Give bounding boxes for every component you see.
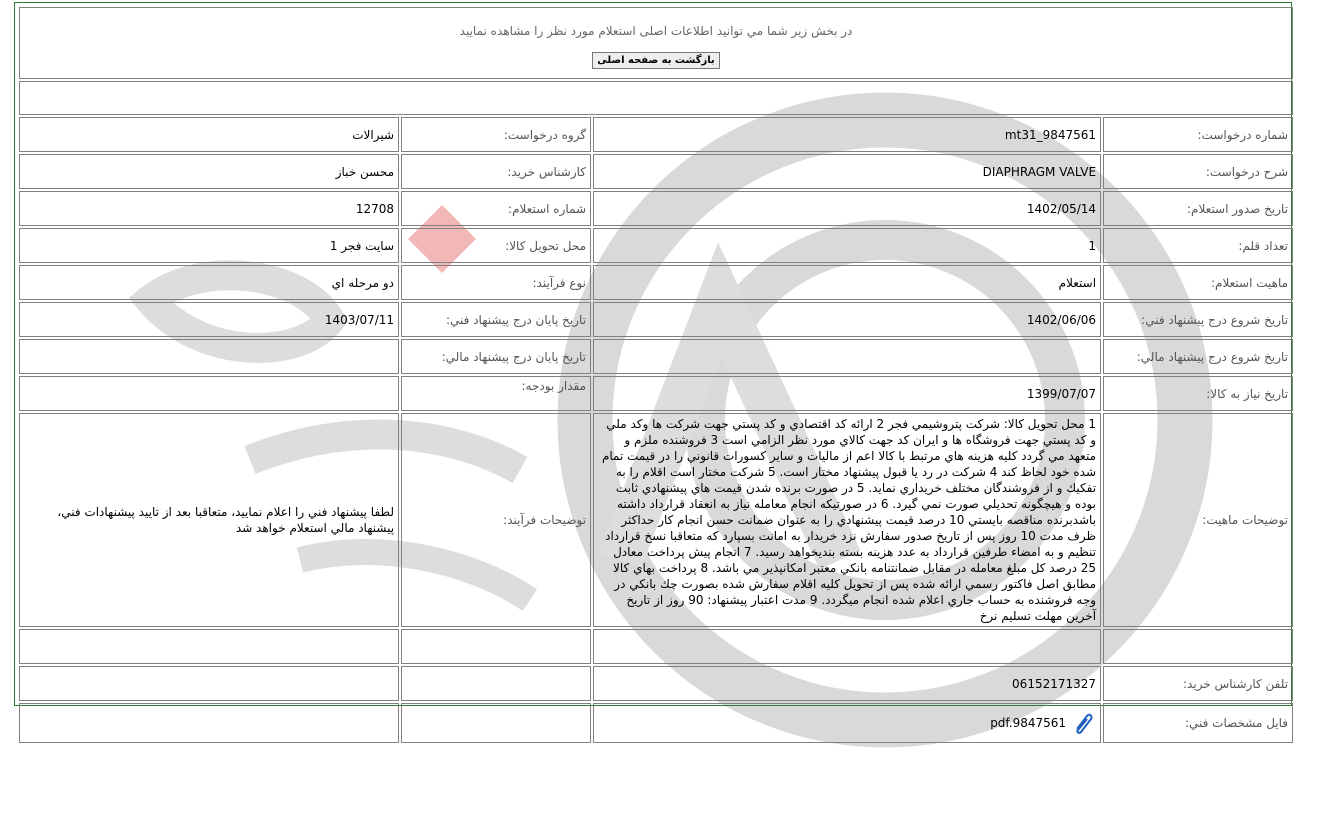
nature-desc-label: توضيحات ماهيت:	[1103, 413, 1293, 627]
inquiry-type-value: استعلام	[593, 265, 1101, 300]
inquiry-number-label: شماره استعلام:	[401, 191, 591, 226]
request-desc-label: شرح درخواست:	[1103, 154, 1293, 189]
paperclip-icon[interactable]	[1070, 710, 1096, 736]
tech-end-value: 1403/07/11	[19, 302, 399, 337]
inquiry-number-value: 12708	[19, 191, 399, 226]
info-text: در بخش زير شما مي توانيد اطلاعات اصلی استعلام مورد نظر را مشاهده نماييد	[459, 24, 853, 38]
process-type-value: دو مرحله اي	[19, 265, 399, 300]
inquiry-type-label: ماهيت استعلام:	[1103, 265, 1293, 300]
request-group-value: شيرالات	[19, 117, 399, 152]
tech-file-label: فايل مشخصات فني:	[1103, 703, 1293, 743]
need-date-label: تاريخ نياز به كالا:	[1103, 376, 1293, 411]
phone-label: تلفن كارشناس خريد:	[1103, 666, 1293, 701]
delivery-place-label: محل تحويل كالا:	[401, 228, 591, 263]
empty-cell	[401, 703, 591, 743]
item-count-label: تعداد قلم:	[1103, 228, 1293, 263]
budget-value	[19, 376, 399, 411]
inquiry-frame	[14, 2, 1292, 730]
issue-date-value: 1402/05/14	[593, 191, 1101, 226]
empty-cell	[1103, 629, 1293, 664]
item-count-value: 1	[593, 228, 1101, 263]
fin-end-label: تاريخ پايان درج پيشنهاد مالي:	[401, 339, 591, 374]
empty-cell	[593, 629, 1101, 664]
tech-end-label: تاريخ پايان درج پيشنهاد فني:	[401, 302, 591, 337]
empty-cell	[401, 629, 591, 664]
nature-desc-value: 1 محل تحويل كالا: شركت پتروشيمي فجر 2 ارائه كد اقتصادي و كد پستي جهت شركت ها وكد ملي و كد پستي جهت فروشگاه ها و ايران كد جهت كالاي مورد نظر الزامي است 3 فروشنده ملزم و متعهد مي گردد كليه هزينه هاي مرتبط با كالا اعم از ماليات و ساير كسورات قانوني را در قيمت تمام شده خود لحاظ كند 4 شركت در رد يا قبول پيشنهاد مختار است. 5 شركت مختار است اقلام را به تفكيك و از فروشندگان مختلف خريداري نمايد. 5 در صورت برنده شدن قيمت هاي پيشنهادي ثابت بوده و هيچگونه تحديلي صورت نمي گيرد. 6 در صورتيكه انجام معامله نياز به انعقاد قرارداد داشته باشدبرنده مناقصه بايستي 10 درصد قيمت پيشنهادي را به عنوان ضمانت حسن انجام كار حداكثر ظرف مدت 10 روز پس از تاريخ صدور سفارش نزد خريدار به امانت بسپارد كه متعاقبا نسخ قرارداد تنظيم و به امضاء طرفين قرارداد به عدد هزينه بسته بنديخواهد رسيد. 7 انجام پيش پرداخت معادل 25 درصد كل مبلغ معامله در مقابل ضمانتنامه بانكي معتبر امكانپذير مي باشد. 8 پرداخت بهاي كالا مطابق اصل فاكتور رسمي ارائه شده پس از تحويل كليه اقلام سفارش شده بصورت چك بانكي در وجه فروشنده به حساب جاري اعلام شده انجام ميگردد. 9 مدت اعتبار پيشنهاد: 90 روز از تاريخ آخرين مهلت تسليم نرخ	[593, 413, 1101, 627]
empty-cell	[19, 703, 399, 743]
buyer-expert-value: محسن خباز	[19, 154, 399, 189]
process-desc-value: لطفا پيشنهاد فني را اعلام نماييد، متعاقبا بعد از تاييد پيشنهادات فني، پيشنهاد مالي استعلام خواهد شد	[19, 413, 399, 627]
fin-start-value	[593, 339, 1101, 374]
request-number-value: mt31_9847561	[593, 117, 1101, 152]
back-to-home-button[interactable]: بازگشت به صفحه اصلی	[592, 52, 720, 69]
fin-start-label: تاريخ شروع درج پيشنهاد مالي:	[1103, 339, 1293, 374]
empty-cell	[401, 666, 591, 701]
tech-start-label: تاريخ شروع درج پيشنهاد فني:	[1103, 302, 1293, 337]
issue-date-label: تاريخ صدور استعلام:	[1103, 191, 1293, 226]
request-desc-value: DIAPHRAGM VALVE	[593, 154, 1101, 189]
need-date-value: 1399/07/07	[593, 376, 1101, 411]
buyer-expert-label: كارشناس خريد:	[401, 154, 591, 189]
tech-file-name[interactable]: pdf.9847561	[990, 716, 1067, 730]
tech-start-value: 1402/06/06	[593, 302, 1101, 337]
inquiry-table	[17, 5, 1295, 745]
empty-cell	[19, 666, 399, 701]
phone-value: 06152171327	[593, 666, 1101, 701]
tech-file-cell	[593, 703, 1101, 743]
fin-end-value	[19, 339, 399, 374]
delivery-place-value: سايت فجر 1	[19, 228, 399, 263]
request-group-label: گروه درخواست:	[401, 117, 591, 152]
tech-file-link[interactable]	[598, 710, 1096, 736]
spacer-row	[19, 81, 1293, 115]
budget-label: مقدار بودجه:	[401, 376, 591, 411]
process-desc-label: توضيحات فرآيند:	[401, 413, 591, 627]
empty-cell	[19, 629, 399, 664]
request-number-label: شماره درخواست:	[1103, 117, 1293, 152]
header-cell	[19, 7, 1293, 79]
process-type-label: نوع فرآيند:	[401, 265, 591, 300]
